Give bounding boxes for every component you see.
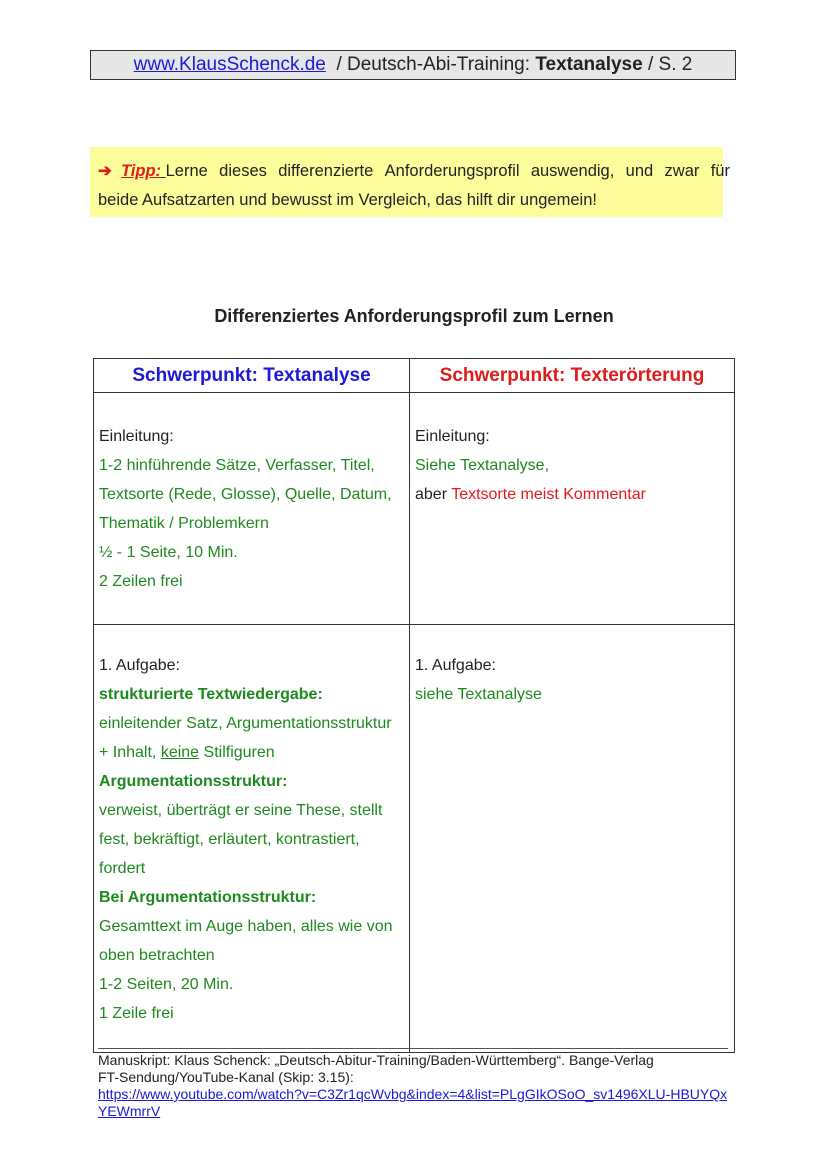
cell-text: aber — [415, 486, 448, 503]
youtube-link[interactable]: https://www.youtube.com/watch?v=C3Zr1qcWvbg&index=4&list=PLgGIkOSoO_sv1496XLU-HBUYQxYEWmrrV — [98, 1086, 728, 1119]
column-header-textanalyse: Schwerpunkt: Textanalyse — [94, 359, 410, 393]
tip-word: Anforderungsprofil — [384, 162, 520, 180]
cell-highlight: Textsorte meist Kommentar — [451, 486, 646, 503]
cell-line: fordert — [99, 860, 146, 877]
cell-line: verweist, überträgt er seine These, stellt — [99, 802, 383, 819]
table-row — [94, 393, 735, 625]
cell-subheading: Bei Argumentationsstruktur: — [99, 889, 317, 906]
cell-underlined: keine — [160, 744, 200, 761]
cell-line: fest, bekräftigt, erläutert, kontrastiert, — [99, 831, 360, 848]
tip-box — [90, 147, 730, 217]
arrow-right-icon: ➔ — [98, 162, 112, 180]
cell-aufgabe-analyse — [94, 625, 410, 1053]
page-title: Differenziertes Anforderungsprofil zum Lernen — [214, 306, 614, 326]
cell-line: ½ - 1 Seite, 10 Min. — [99, 544, 238, 561]
cell-line: 1-2 Seiten, 20 Min. — [99, 976, 234, 993]
cell-line — [99, 738, 409, 767]
cell-heading: 1. Aufgabe: — [99, 657, 180, 674]
cell-heading: 1. Aufgabe: — [415, 657, 496, 674]
page-header — [90, 50, 736, 80]
tip-label-group — [98, 157, 208, 186]
table-header-row — [94, 359, 735, 393]
tip-word: Lerne — [165, 162, 208, 180]
header-topic: Textanalyse — [535, 54, 643, 75]
page-footer — [98, 1048, 728, 1120]
tip-word: differenzierte — [278, 162, 374, 180]
header-page: / S. 2 — [647, 54, 693, 75]
cell-text: + Inhalt, — [99, 744, 157, 761]
cell-line: Textsorte (Rede, Glosse), Quelle, Datum, — [99, 486, 392, 503]
cell-einleitung-eroerterung — [410, 393, 735, 625]
cell-line: 1-2 hinführende Sätze, Verfasser, Titel, — [99, 457, 375, 474]
tip-label: Tipp: — [121, 162, 162, 180]
cell-heading: Einleitung: — [99, 428, 174, 445]
cell-line: Thematik / Problemkern — [99, 515, 269, 532]
footer-broadcast: FT-Sendung/YouTube-Kanal (Skip: 3.15): — [98, 1069, 354, 1085]
tip-word: auswendig, — [530, 162, 615, 180]
cell-line: oben betrachten — [99, 947, 215, 964]
cell-line: einleitender Satz, Argumentationsstruktur — [99, 715, 392, 732]
tip-word: dieses — [219, 162, 267, 180]
site-link[interactable]: www.KlausSchenck.de — [133, 54, 326, 75]
tip-line-2: beide Aufsatzarten und bewusst im Vergleich, das hilft dir ungemein! — [98, 191, 597, 209]
cell-line: 2 Zeilen frei — [99, 573, 183, 590]
cell-line: 1 Zeile frei — [99, 1005, 174, 1022]
cell-line: Gesamttext im Auge haben, alles wie von — [99, 918, 393, 935]
cell-heading: Einleitung: — [415, 428, 490, 445]
cell-text: Stilfiguren — [203, 744, 275, 761]
footer-manuscript: Manuskript: Klaus Schenck: „Deutsch-Abitur-Training/Baden-Württemberg“. Bange-Verlag — [98, 1052, 654, 1068]
column-header-texteroerterung: Schwerpunkt: Texterörterung — [410, 359, 735, 393]
cell-line: siehe Textanalyse — [415, 686, 542, 703]
cell-subheading: strukturierte Textwiedergabe: — [99, 686, 323, 703]
tip-word: zwar — [664, 162, 700, 180]
tip-word: und — [625, 162, 654, 180]
tip-line-1 — [98, 157, 730, 186]
cell-line — [415, 480, 734, 509]
cell-einleitung-analyse — [94, 393, 410, 625]
tip-word: für — [710, 162, 730, 180]
cell-subheading: Argumentationsstruktur: — [99, 773, 288, 790]
cell-aufgabe-eroerterung — [410, 625, 735, 1053]
table-row — [94, 625, 735, 1053]
cell-line: Siehe Textanalyse, — [415, 457, 550, 474]
requirements-table — [93, 358, 735, 1053]
header-series: / Deutsch-Abi-Training: — [336, 54, 531, 75]
